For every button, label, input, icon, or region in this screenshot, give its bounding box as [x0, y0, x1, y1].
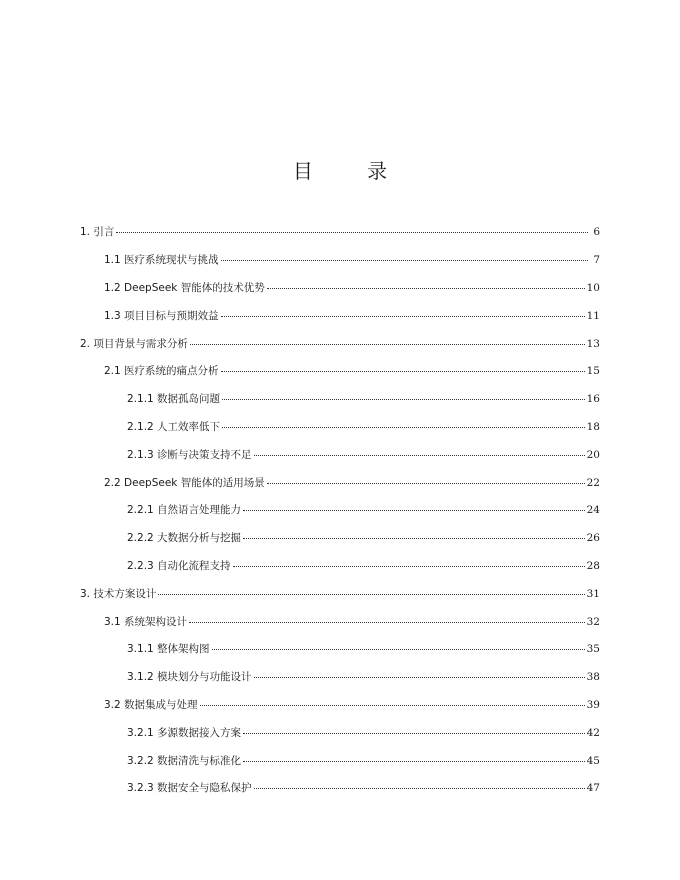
toc-entry[interactable] — [0, 774, 680, 802]
toc-entry-page-number: 15 — [586, 365, 600, 378]
toc-entry[interactable] — [0, 579, 680, 607]
toc-entry[interactable] — [0, 718, 680, 746]
toc-entry-label: 3. 技术方案设计 — [80, 587, 157, 600]
toc-entry-inner — [127, 447, 680, 462]
toc-entry-label: 1.3 项目目标与预期效益 — [104, 309, 219, 322]
toc-leader-dots — [243, 733, 585, 734]
toc-entry-label: 2.2.1 自然语言处理能力 — [127, 504, 242, 517]
toc-entry-page-number: 28 — [586, 559, 600, 572]
toc-leader-dots — [200, 705, 585, 706]
toc-entry[interactable] — [0, 746, 680, 774]
toc-entry-label: 3.1 系统架构设计 — [104, 615, 188, 628]
toc-entry-label: 2. 项目背景与需求分析 — [80, 337, 188, 350]
toc-leader-dots — [222, 427, 585, 428]
toc-leader-dots — [221, 371, 585, 372]
toc-entry-label: 2.2 DeepSeek 智能体的适用场景 — [104, 476, 265, 489]
toc-entry-label: 3.1.1 整体架构图 — [127, 643, 210, 656]
toc-entry-label: 1. 引言 — [80, 226, 115, 239]
toc-entry[interactable] — [0, 218, 680, 246]
toc-leader-dots — [267, 483, 585, 484]
toc-entry-inner — [104, 280, 680, 295]
toc-entry-label: 2.2.2 大数据分析与挖掘 — [127, 532, 242, 545]
toc-entry-page-number: 18 — [586, 420, 600, 433]
toc-entry[interactable] — [0, 552, 680, 580]
toc-entry-inner — [104, 252, 680, 267]
toc-entry-label: 3.1.2 模块划分与功能设计 — [127, 671, 252, 684]
toc-entry-page-number: 45 — [586, 754, 600, 767]
toc-entry-label: 2.1.3 诊断与决策支持不足 — [127, 448, 252, 461]
toc-entry-page-number: 47 — [586, 782, 600, 795]
toc-entry-inner — [127, 780, 680, 795]
toc-entry[interactable] — [0, 357, 680, 385]
toc-entry-page-number: 26 — [586, 532, 600, 545]
toc-entry-inner — [104, 697, 680, 712]
toc-entry-page-number: 10 — [586, 281, 600, 294]
toc-entry-label: 1.1 医疗系统现状与挑战 — [104, 254, 219, 267]
toc-leader-dots — [212, 649, 585, 650]
toc-entry-inner — [127, 641, 680, 656]
toc-leader-dots — [116, 232, 588, 233]
toc-entry[interactable] — [0, 691, 680, 719]
toc-entry-inner — [127, 753, 680, 768]
toc-entry-label: 1.2 DeepSeek 智能体的技术优势 — [104, 281, 265, 294]
toc-leader-dots — [222, 399, 585, 400]
toc-leader-dots — [190, 344, 585, 345]
toc-entry[interactable] — [0, 607, 680, 635]
toc-entry-page-number: 13 — [586, 337, 600, 350]
toc-leader-dots — [158, 594, 584, 595]
toc-entry-page-number: 24 — [586, 504, 600, 517]
toc-entry-inner — [104, 308, 680, 323]
toc-entry-inner — [127, 669, 680, 684]
toc-entry-inner — [104, 475, 680, 490]
table-of-contents — [0, 218, 680, 802]
toc-entry-inner — [127, 725, 680, 740]
toc-entry[interactable] — [0, 440, 680, 468]
toc-entry-page-number: 20 — [586, 448, 600, 461]
toc-entry[interactable] — [0, 663, 680, 691]
toc-leader-dots — [254, 788, 585, 789]
toc-entry-inner — [127, 558, 680, 573]
toc-entry-page-number: 7 — [593, 254, 600, 267]
toc-entry-page-number: 22 — [586, 476, 600, 489]
toc-entry-page-number: 42 — [586, 726, 600, 739]
toc-entry-page-number: 32 — [586, 615, 600, 628]
toc-entry[interactable] — [0, 246, 680, 274]
toc-entry-page-number: 6 — [593, 226, 600, 239]
toc-entry-inner — [80, 224, 680, 239]
toc-entry[interactable] — [0, 468, 680, 496]
page-title: 目 录 — [292, 159, 412, 183]
toc-entry-label: 3.2.2 数据清洗与标准化 — [127, 754, 242, 767]
toc-entry-inner — [127, 419, 680, 434]
toc-entry[interactable] — [0, 329, 680, 357]
toc-entry-inner — [127, 530, 680, 545]
toc-entry-page-number: 16 — [586, 393, 600, 406]
toc-leader-dots — [243, 510, 585, 511]
toc-entry-inner — [127, 502, 680, 517]
toc-entry-label: 3.2.3 数据安全与隐私保护 — [127, 782, 252, 795]
toc-entry-inner — [104, 614, 680, 629]
toc-entry-label: 2.1.2 人工效率低下 — [127, 420, 221, 433]
toc-entry-page-number: 31 — [586, 587, 600, 600]
toc-entry-page-number: 35 — [586, 643, 600, 656]
toc-entry-label: 3.2.1 多源数据接入方案 — [127, 726, 242, 739]
toc-entry-page-number: 11 — [586, 309, 600, 322]
toc-leader-dots — [254, 677, 585, 678]
toc-entry-page-number: 38 — [586, 671, 600, 684]
toc-entry-label: 2.1 医疗系统的痛点分析 — [104, 365, 219, 378]
toc-leader-dots — [221, 260, 588, 261]
toc-entry-label: 3.2 数据集成与处理 — [104, 698, 198, 711]
toc-entry-inner — [104, 363, 680, 378]
toc-entry[interactable] — [0, 274, 680, 302]
toc-entry[interactable] — [0, 496, 680, 524]
toc-entry-page-number: 39 — [586, 698, 600, 711]
toc-entry[interactable] — [0, 413, 680, 441]
toc-entry[interactable] — [0, 524, 680, 552]
toc-entry-label: 2.2.3 自动化流程支持 — [127, 559, 231, 572]
toc-entry[interactable] — [0, 385, 680, 413]
toc-entry-label: 2.1.1 数据孤岛问题 — [127, 393, 221, 406]
toc-leader-dots — [243, 761, 585, 762]
toc-leader-dots — [243, 538, 585, 539]
toc-entry-inner — [80, 336, 680, 351]
toc-entry[interactable] — [0, 635, 680, 663]
toc-entry-inner — [80, 586, 680, 601]
toc-leader-dots — [221, 316, 585, 317]
toc-leader-dots — [267, 288, 585, 289]
toc-leader-dots — [233, 566, 585, 567]
toc-leader-dots — [189, 622, 585, 623]
toc-leader-dots — [254, 455, 585, 456]
toc-entry-inner — [127, 391, 680, 406]
toc-entry[interactable] — [0, 301, 680, 329]
